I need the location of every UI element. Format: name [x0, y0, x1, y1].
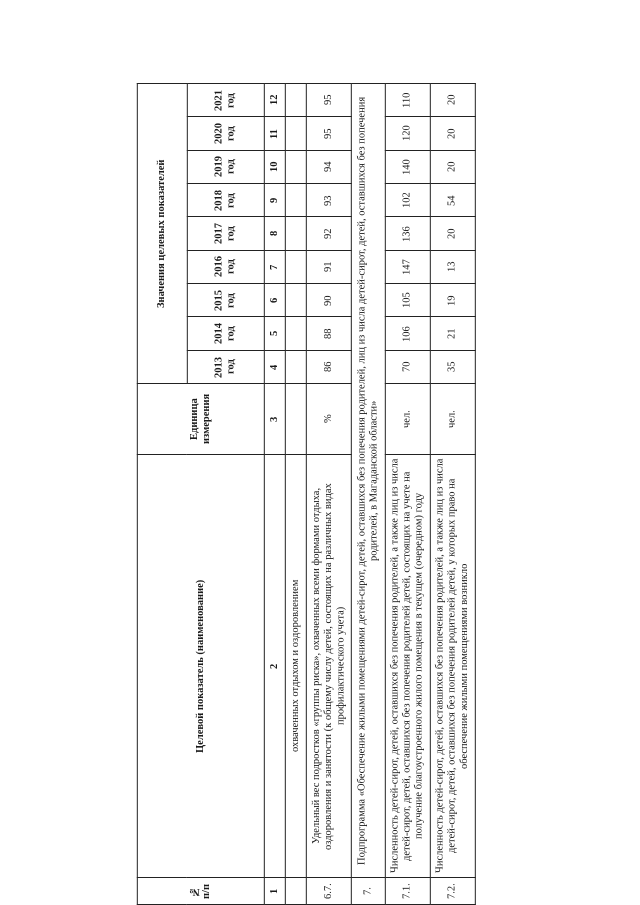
row-value: 94 [307, 150, 352, 183]
row-value [286, 284, 307, 317]
row-unit [286, 384, 307, 455]
row-name: Численность детей-сирот, детей, оставшихся без попечения родителей, а также лиц из числа детей-сирот, детей, оставшихся без попечения родителей детей, у которых право на обеспечение жилыми помещениями возникло [430, 455, 475, 878]
row-value: 70 [385, 350, 430, 383]
column-index: 10 [265, 150, 286, 183]
header-year: 2014 год [187, 317, 265, 350]
subprogram-title: Подпрограмма «Обеспечение жилыми помещениями детей-сирот, детей, оставшихся без попечения родителей, лиц из числа детей-сирот, детей, оставшихся без попечения родителей, в Магаданской области» [352, 84, 385, 878]
row-value: 88 [307, 317, 352, 350]
column-index: 4 [265, 350, 286, 383]
column-index: 7 [265, 250, 286, 283]
row-value: 147 [385, 250, 430, 283]
row-value: 20 [430, 217, 475, 250]
header-year: 2015 год [187, 284, 265, 317]
row-unit: чел. [430, 384, 475, 455]
row-value: 90 [307, 284, 352, 317]
header-year: 2021 год [187, 84, 265, 117]
row-value: 102 [385, 184, 430, 217]
column-index: 3 [265, 384, 286, 455]
row-value: 13 [430, 250, 475, 283]
row-value: 21 [430, 317, 475, 350]
row-value: 20 [430, 150, 475, 183]
table-row [385, 84, 430, 905]
row-name: Удельный вес подростков «группы риска», охваченных всеми формами отдыха, оздоровления и занятости (к общему числу детей, состоящих на различных видах профилактического учета) [307, 455, 352, 878]
header-year: 2013 год [187, 350, 265, 383]
header-year: 2016 год [187, 250, 265, 283]
row-value: 19 [430, 284, 475, 317]
column-index: 11 [265, 117, 286, 150]
row-value: 92 [307, 217, 352, 250]
row-value [286, 150, 307, 183]
row-unit: чел. [385, 384, 430, 455]
row-value: 35 [430, 350, 475, 383]
column-index: 5 [265, 317, 286, 350]
column-index: 1 [265, 878, 286, 905]
row-value: 105 [385, 284, 430, 317]
row-num: 6.7. [307, 878, 352, 905]
column-index: 6 [265, 284, 286, 317]
column-index: 2 [265, 455, 286, 878]
subprogram-row [352, 84, 385, 905]
column-index: 9 [265, 184, 286, 217]
row-value [286, 117, 307, 150]
row-value [286, 184, 307, 217]
row-value [286, 350, 307, 383]
row-num: 7. [352, 878, 385, 905]
header-year: 2019 год [187, 150, 265, 183]
row-value [286, 217, 307, 250]
column-index: 12 [265, 84, 286, 117]
row-value: 95 [307, 117, 352, 150]
row-name: Численность детей-сирот, детей, оставшихся без попечения родителей, а также лиц из числа детей-сирот, детей, оставшихся без попечения родителей детей, состоящих на учете на получение благоустроенного жилого помещения в текущем (очередном) году [385, 455, 430, 878]
row-value: 91 [307, 250, 352, 283]
row-num [286, 878, 307, 905]
header-name: Целевой показатель (наименование) [138, 455, 265, 878]
header-row [138, 84, 187, 905]
row-unit: % [307, 384, 352, 455]
row-value [286, 250, 307, 283]
header-year: 2017 год [187, 217, 265, 250]
row-value: 120 [385, 117, 430, 150]
table-row [307, 84, 352, 905]
target-indicators-table [137, 83, 476, 905]
row-value [286, 317, 307, 350]
header-unit: Единица измерения [138, 384, 265, 455]
table-row [286, 84, 307, 905]
column-index-row [265, 84, 286, 905]
header-num: № п/п [138, 878, 265, 905]
row-name: охваченных отдыхом и оздоровлением [286, 455, 307, 878]
row-value: 106 [385, 317, 430, 350]
row-value: 136 [385, 217, 430, 250]
header-values-group: Значения целевых показателей [138, 84, 187, 384]
row-value: 93 [307, 184, 352, 217]
row-value: 20 [430, 117, 475, 150]
row-value [286, 84, 307, 117]
row-num: 7.2. [430, 878, 475, 905]
row-num: 7.1. [385, 878, 430, 905]
table-row [430, 84, 475, 905]
row-value: 54 [430, 184, 475, 217]
column-index: 8 [265, 217, 286, 250]
row-value: 20 [430, 84, 475, 117]
row-value: 140 [385, 150, 430, 183]
header-year: 2018 год [187, 184, 265, 217]
row-value: 86 [307, 350, 352, 383]
row-value: 110 [385, 84, 430, 117]
header-year: 2020 год [187, 117, 265, 150]
row-value: 95 [307, 84, 352, 117]
